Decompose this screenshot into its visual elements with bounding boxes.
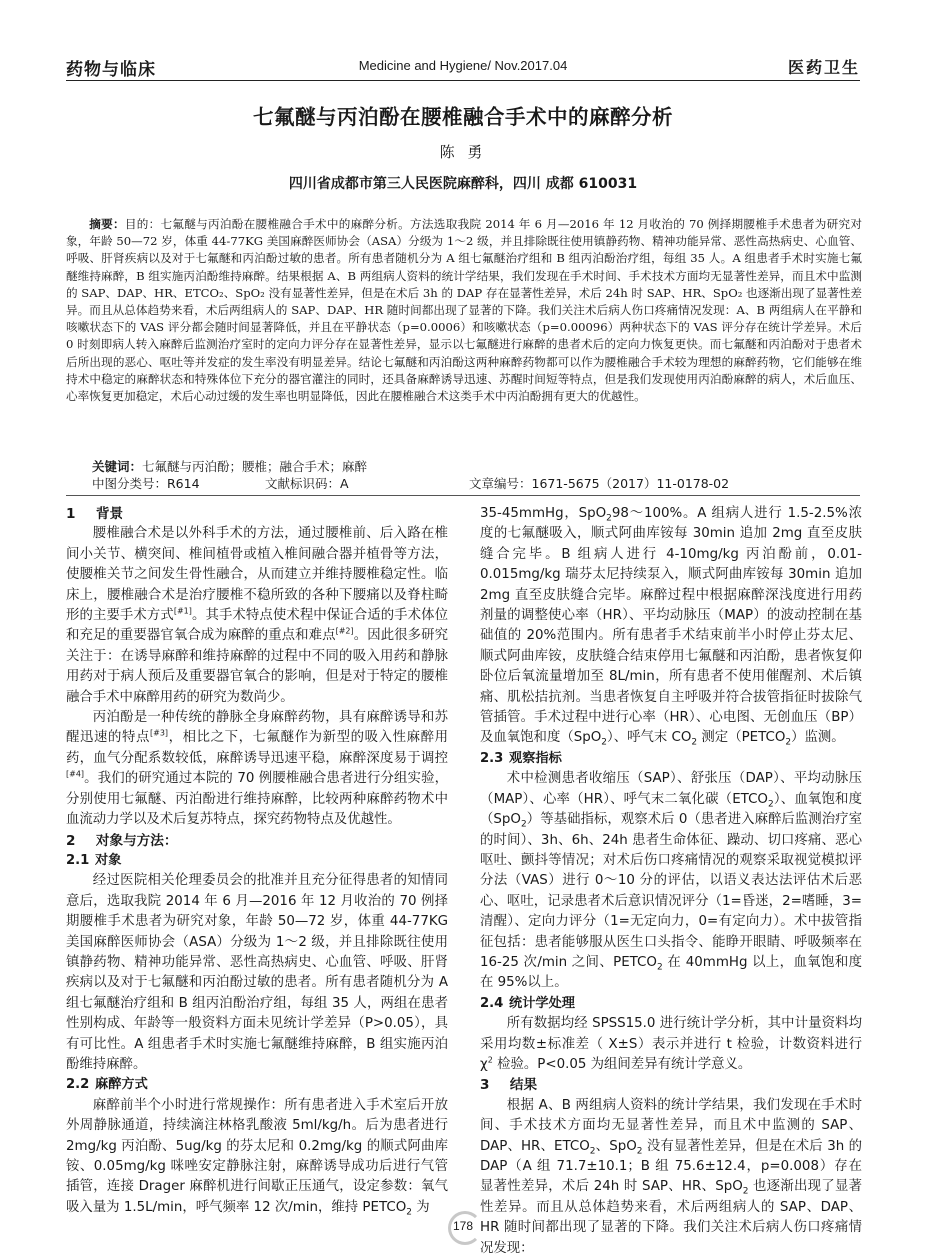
journal-issue: Medicine and Hygiene/ Nov.2017.04 [358, 58, 568, 73]
abstract-text: 目的：七氟醚与丙泊酚在腰椎融合手术中的麻醉分析。方法选取我院 2014 年 6 月—2016 年 12 月收治的 70 例择期腰椎手术患者为研究对象，年龄 50—72 岁，体重 44-77KG 美国麻醉医师协会（ASA）分级为 1～2 级，并且排除既往使用镇静药物、精神功能异常、恶性高热病史、心血管、呼吸、肝肾疾病以及对于七氟醚和丙泊酚过敏的患者。所有患者随机分为 A 组七氟醚治疗组和 B 组丙泊酚治疗组，每组 35 人。A 组患者手术时实施七氟醚维持麻醉，B 组实施丙泊酚维持麻醉。结果根据 A、B 两组病人资料的统计学结果，我们发现在手术时间、手术技术方面均无显著性差异，而且术中监测的 SAP、DAP、HR、ETCO₂、SpO₂ 没有显著性差异，但是在术后 3h 的 DAP 存在显著性差异，术后 24h 时 SAP、HR、SpO₂ 也逐渐出现了显著性差异。而且从总体趋势来看，术后两组病人的 SAP、DAP、HR 随时间都出现了显著的下降。我们关注术后病人伤口疼痛情况发现：A、B 两组病人在平静和咳嗽状态下的 VAS 评分都会随时间显著降低，并且在平静状态（p=0.0006）和咳嗽状态（p=0.00096）两种状态下的 VAS 评分存在统计学差异。术后 0 时刻即病人转入麻醉后监测治疗室时的定向力评分存在显著性差异，显示以七氟醚进行麻醉的患者术后的定向力恢复更快。而七氟醚和丙泊酚对于患者术后所出现的恶心、呕吐等并发症的发生率没有明显差异。结论七氟醚和丙泊酚这两种麻醉药物都可以作为腰椎融合手术较为理想的麻醉药物，它们能够在维持术中稳定的麻醉状态和特殊体位下充分的器官灌注的同时，还具备麻醉诱导迅速、苏醒时间短等特点，但是我们发现使用丙泊酚麻醉的病人，术后血压、心率恢复更加稳定，术后心动过缓的发生率也明显降低，因此在腰椎融合术这类手术中丙泊酚拥有更大的优越性。 [66, 217, 862, 404]
paragraph: 腰椎融合术是以外科手术的方法，通过腰椎前、后入路在椎间小关节、横突间、椎间植骨或植入椎间融合器并植骨等方法，使腰椎关节之间发生骨性融合，从而建立并维持腰椎稳定性。临床上，腰椎融合术是治疗腰椎不稳所致的各种下腰痛以及脊柱畸形的主要手术方式[#1]。其手术特点使术程中保证合适的手术体位和充足的重要器官氧合成为麻醉的重点和难点[#2]。因此很多研究关注于：在诱导麻醉和维持麻醉的过程中不同的吸入用药和静脉用药对于病人预后及重要器官氧合的影响，但是对于特定的腰椎融合手术中麻醉用药的研究为数尚少。 [66, 526, 449, 705]
page-number-text: 178 [452, 1219, 474, 1233]
paragraph: 丙泊酚是一种传统的静脉全身麻醉药物，具有麻醉诱导和苏醒迅速的特点[#3]，相比之下，七氟醚作为新型的吸入性麻醉用药，血气分配系数较低，麻醉诱导迅速平稳，麻醉深度易于调控[#4]。我们的研究通过本院的 70 例腰椎融合患者进行分组实验，分别使用七氟醚、丙泊酚进行维持麻醉，比较两种麻醉药物术中血流动力学以及术后复苏特点，探究药物特点及优越性。 [66, 710, 449, 828]
author: 陈 勇 [439, 143, 487, 161]
section-heading: 3 结果 [480, 1077, 538, 1094]
journal-section: 药物与临床 [66, 60, 156, 80]
body-divider [66, 495, 860, 496]
section-heading: 1 背景 [66, 506, 124, 522]
running-header [66, 55, 860, 80]
abstract [66, 216, 862, 405]
page-number [440, 1211, 486, 1241]
abstract-label: 摘要： [89, 217, 125, 231]
paragraph: 所有数据均经 SPSS15.0 进行统计学分析，其中计量资料均采用均数±标准差（ X±S）表示并进行 t 检验，计数资料进行 $\chi^2$ 检验。P<0.05 为组间差异有统计学意义。 [480, 1016, 862, 1072]
paragraph: 35-45mmHg，SpO$_2$98～100%。A 组病人进行 1.5-2.5%浓度的七氟醚吸入，顺式阿曲库铵每 30min 追加 2mg 直至皮肤缝合完毕。B 组病人进行 4-10mg/kg 丙泊酚前，0.01-0.015mg/kg 瑞芬太尼持续泵入，顺式阿曲库铵每 30min 追加 2mg 直至皮肤缝合完毕。麻醉过程中根据麻醉深浅度进行用药剂量的调整使心率（HR）、平均动脉压（MAP）的波动控制在基础值的 20%范围内。所有患者手术结束前半小时停止芬太尼、顺式阿曲库铵，皮肤缝合结束停用七氟醚和丙泊酚，患者恢复仰卧位后氧流量增加至 8L/min，所有患者不使用催醒剂、术后镇痛、肌松拮抗剂。当患者恢复自主呼吸并符合拔管指征时拔除气管插管。手术过程中进行心率（HR）、心电图、无创血压（BP）及血氧饱和度（SpO$_2$）、呼气末 $CO_2$ 测定$(PETCO_2)$监测。 [480, 506, 862, 749]
subsection-heading: 2.2 麻醉方式 [66, 1077, 148, 1093]
subsection-heading: 2.3 观察指标 [480, 750, 562, 766]
doc-code: 文献标识码：A [265, 476, 349, 491]
subsection-heading: 2.4 统计学处理 [480, 995, 575, 1011]
keywords-text: 七氟醚与丙泊酚；腰椎；融合手术；麻醉 [142, 459, 368, 474]
left-column [66, 504, 448, 1218]
clc-number: 中图分类号：R614 [92, 476, 200, 491]
paragraph: 麻醉前半个小时进行常规操作：所有患者进入手术室后开放外周静脉通道，持续滴注林格乳酸液 5ml/kg/h。后为患者进行 2mg/kg 丙泊酚、5ug/kg 的芬太尼和 0.2mg/kg 的顺式阿曲库铵、0.05mg/kg 咪唑安定静脉注射，麻醉诱导成功后进行气管插管，连接 Drager 麻醉机进行间歇正压通气，设定参数：氧气吸入量为 1.5L/min，呼气频率 12 次/min，维持 $PETCO_2$ 为 [66, 1097, 448, 1218]
paragraph: 根据 A、B 两组病人资料的统计学结果，我们发现在手术时间、手术技术方面均无显著性差异，而且术中监测的 SAP、DAP、HR、$ETCO_2$、SpO$_2$ 没有显著性差异，但是在术后 3h 的 DAP（A 组 71.7±10.1；B 组 75.6±12.4，p=0.008）存在显著性差异，术后 24h 时 SAP、HR、SpO$_2$ 也逐渐出现了显著性差异。而且从总体趋势来看，术后两组病人的 SAP、DAP、HR 随时间都出现了显著的下降。我们关注术后病人伤口疼痛情况发现： [480, 1097, 862, 1256]
section-heading: 2 对象与方法： [66, 832, 178, 849]
paragraph: 术中检测患者收缩压（SAP）、舒张压（DAP）、平均动脉压（MAP）、心率（HR）、呼气末二氧化碳$(ETCO_2)$、血氧饱和度（SpO$_2$）等基础指标，观察术后 0（患者进入麻醉后监测治疗室的时间）、3h、6h、24h 患者生命体征、躁动、切口疼痛、恶心呕吐、颤抖等情况；对术后伤口疼痛情况的观察采取视觉模拟评分法（VAS）进行 0～10 分的评估，以语义表达法评估术后恶心、呕吐，记录患者术后意识情况评分（1=昏迷，2=嗜睡，3=清醒）、定向力评分（1=无定向力，0=有定向力）。术中拔管指征包括：患者能够服从医生口头指令、能睁开眼睛、呼吸频率在 16-25 次/min 之间、$PETCO_2$ 在 40mmHg 以上，血氧饱和度在 95%以上。 [480, 771, 862, 991]
affiliation: 四川省成都市第三人民医院麻醉科，四川 成都 610031 [288, 176, 638, 192]
right-column [480, 504, 862, 1259]
subsection-heading: 2.1 对象 [66, 852, 122, 868]
journal-name: 医药卫生 [787, 58, 860, 77]
keywords-label: 关键词： [92, 459, 143, 474]
paragraph: 经过医院相关伦理委员会的批准并且充分征得患者的知情同意后，选取我院 2014 年 6 月—2016 年 12 月收治的 70 例择期腰椎手术患者为研究对象，年龄 50—72 岁，体重 44-77KG 美国麻醉医师协会（ASA）分级为 1～2 级，并且排除既往使用镇静药物、精神功能异常、恶性高热病史、心血管、呼吸、肝肾疾病以及对于七氟醚和丙泊酚过敏的患者。所有患者随机分为 A 组七氟醚治疗组和 B 组丙泊酚治疗组，每组 35 人，两组在患者性别构成、年龄等一般资料方面未见统计学差异（P>0.05），具有可比性。A 组患者手术时实施七氟醚维持麻醉，B 组实施丙泊酚维持麻醉。 [66, 873, 448, 1072]
header-divider [66, 80, 860, 81]
article-title: 七氟醚与丙泊酚在腰椎融合手术中的麻醉分析 [253, 105, 673, 129]
article-number: 文章编号：1671-5675（2017）11-0178-02 [469, 476, 730, 491]
keywords [92, 457, 367, 475]
classification-row [92, 474, 860, 492]
